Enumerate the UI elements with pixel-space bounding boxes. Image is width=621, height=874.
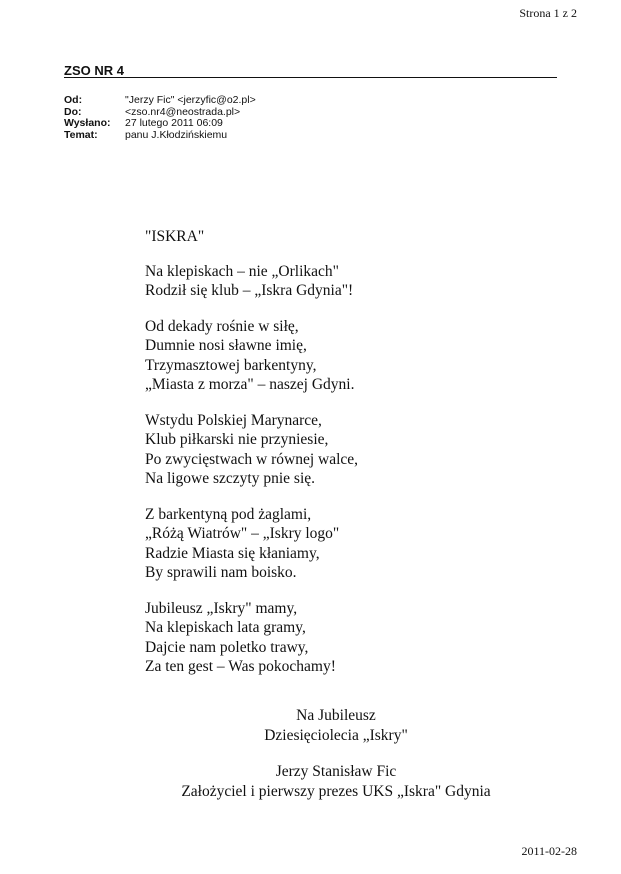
poem-line: Dumnie nosi sławne imię, — [145, 337, 307, 354]
poem-line: Z barkentyną pod żaglami, — [145, 505, 312, 523]
poem-stanza — [145, 262, 358, 301]
poem-line: „Miasta z morza" – naszej Gdyni. — [145, 376, 355, 393]
poem-line: Trzymasztowej barkentyny, — [145, 356, 317, 374]
author-name: Jerzy Stanisław Fic — [275, 763, 397, 780]
poem-line: Rodził się klub – „Iskra Gdynia"! — [145, 282, 354, 299]
poem-line: By sprawili nam boisko. — [145, 564, 297, 581]
header-from — [64, 95, 256, 107]
poem-stanza — [145, 317, 358, 395]
poem-stanza — [145, 411, 358, 489]
header-value: panu J.Kłodzińskiemu — [125, 128, 228, 141]
poem-stanza — [145, 599, 358, 677]
header-value: "Jerzy Fic" <jerzyfic@o2.pl> — [125, 94, 256, 106]
poem-line: Dajcie nam poletko trawy, — [145, 638, 309, 656]
dedication-line: Na Jubileusz — [296, 707, 376, 724]
poem-line: Jubileusz „Iskry" mamy, — [145, 599, 298, 617]
header-sent — [64, 118, 256, 130]
signature-block — [176, 706, 496, 801]
poem-line: Na klepiskach – nie „Orlikach" — [145, 262, 339, 280]
poem — [145, 227, 358, 693]
header-label: Temat: — [64, 128, 98, 141]
header-value: <zso.nr4@neostrada.pl> — [125, 105, 241, 118]
poem-title: "ISKRA" — [145, 228, 205, 245]
header-divider — [64, 77, 557, 78]
poem-line: Wstydu Polskiej Marynarce, — [145, 411, 322, 429]
poem-line: Po zwycięstwach w równej walce, — [145, 450, 359, 468]
header-subject — [64, 130, 256, 142]
page-counter: Strona 1 z 2 — [519, 6, 577, 20]
mailbox-name: ZSO NR 4 — [64, 63, 124, 78]
poem-line: Radzie Miasta się kłaniamy, — [145, 544, 320, 562]
author-role: Założyciel i pierwszy prezes UKS „Iskra" Gdynia — [181, 782, 491, 800]
header-label: Do: — [64, 105, 82, 118]
poem-line: „Różą Wiatrów" – „Iskry logo" — [145, 525, 340, 542]
poem-line: Za ten gest – Was pokochamy! — [145, 658, 336, 675]
header-value: 27 lutego 2011 06:09 — [125, 117, 223, 129]
header-label: Wysłano: — [64, 117, 111, 129]
header-label: Od: — [64, 94, 83, 106]
poem-line: Na ligowe szczyty pnie się. — [145, 470, 316, 487]
poem-line: Od dekady rośnie w siłę, — [145, 317, 299, 335]
email-headers — [64, 95, 256, 141]
poem-line: Na klepiskach lata gramy, — [145, 619, 306, 636]
footer-date: 2011-02-28 — [521, 844, 577, 858]
poem-line: Klub piłkarski nie przyniesie, — [145, 431, 329, 448]
poem-stanza — [145, 505, 358, 583]
dedication-line: Dziesięciolecia „Iskry" — [264, 726, 408, 744]
